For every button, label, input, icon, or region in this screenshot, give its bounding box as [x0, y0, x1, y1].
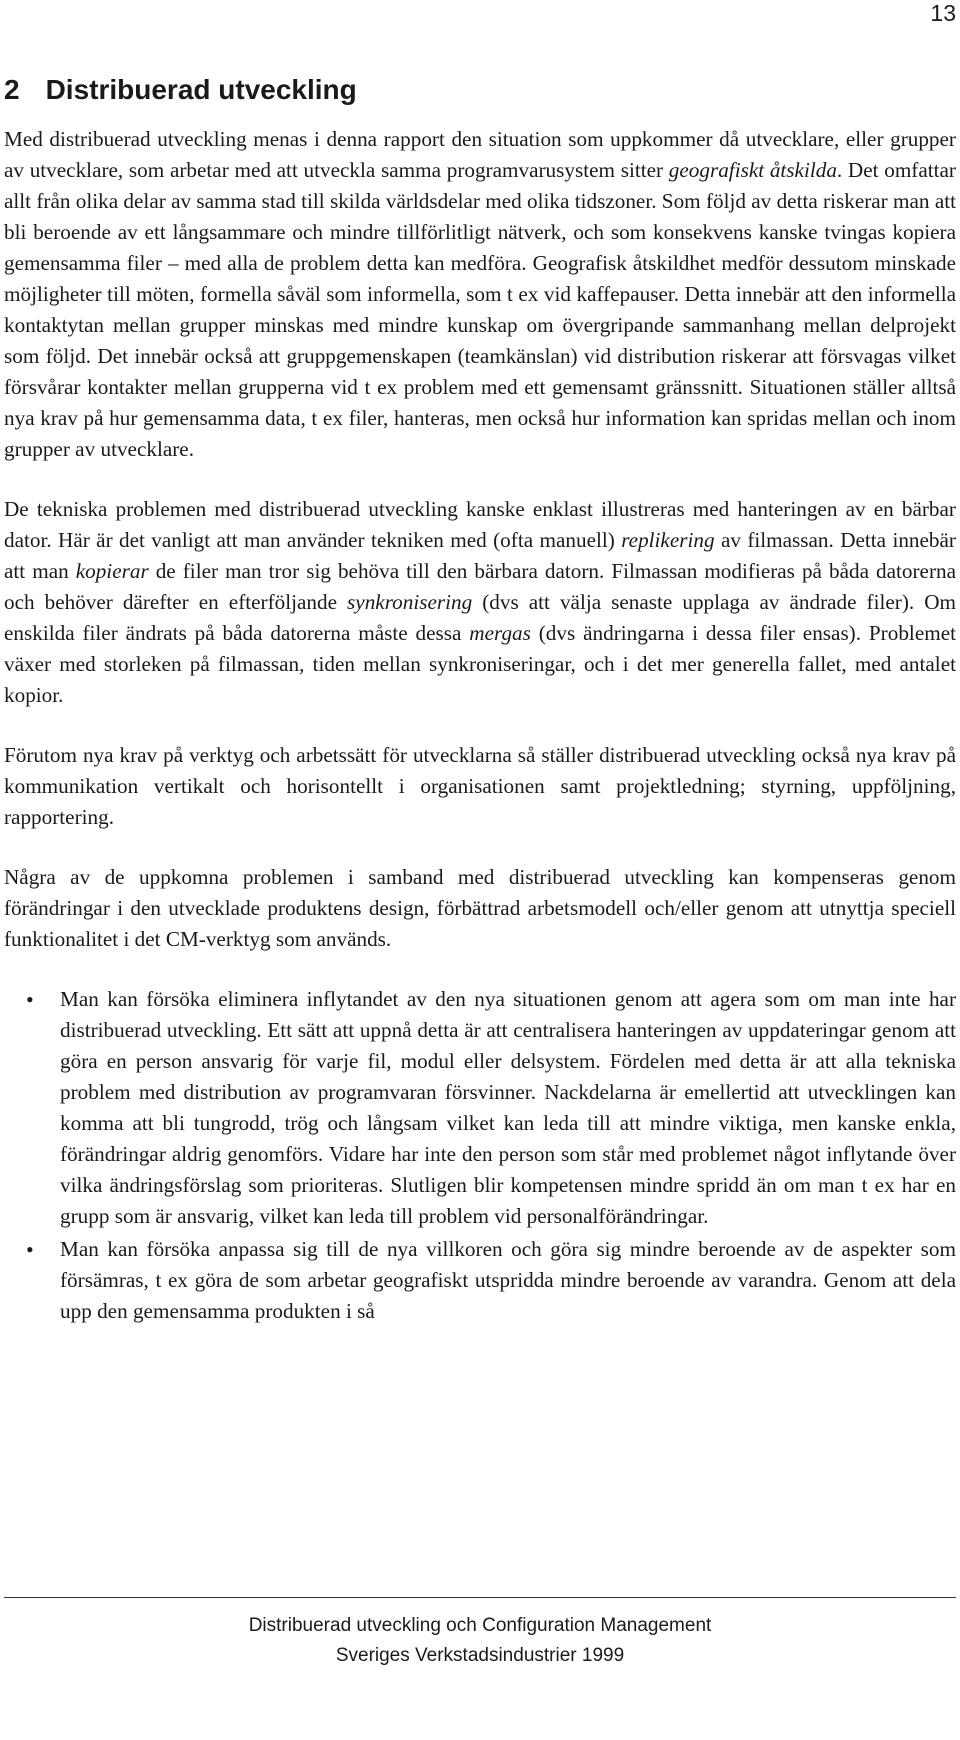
section-number: 2 [4, 74, 20, 105]
paragraph-text: . Det omfattar allt från olika delar av samma stad till skilda världsdelar med olika tidszoner. Som följd av detta riskerar man att bli beroende av ett långsammare och mindre tillförlitligt nätverk, och som konsekvens kanske tvingas kopiera gemensamma filer – med alla de problem detta kan medföra. Geografisk åtskildhet medför dessutom minskade möjligheter till möten, formella såväl som informella, som t ex vid kaffepauser. Detta innebär att den informella kontaktytan mellan grupper minskas med mindre kunskap om övergripande sammanhang mellan delprojekt som följd. Det innebär också att gruppgemenskapen (teamkänslan) vid distribution riskerar att försvagas vilket försvårar kontakter mellan grupperna vid t ex problem med ett gemensamt gränssnitt. Situationen ställer alltså nya krav på hur gemensamma data, t ex filer, hanteras, men också hur information kan spridas mellan och inom grupper av utvecklare. [4, 158, 956, 461]
paragraph [4, 862, 956, 955]
section-title: Distribuerad utveckling [45, 74, 357, 105]
paragraph-text: Några av de uppkomna problemen i samband med distribuerad utveckling kan kompenseras genom förändringar i den utvecklade produktens design, förbättrad arbetsmodell och/eller genom att utnyttja speciell funktionalitet i det CM-verktyg som används. [4, 865, 956, 951]
emphasized-term: mergas [469, 621, 531, 645]
document-body [4, 74, 956, 1329]
paragraph-text: De tekniska problemen med distribuerad utveckling kanske enklast illustreras med hanteringen av en bärbar dator. Här är det vanligt att man använder tekniken med (ofta manuell) [4, 497, 956, 552]
section-heading [4, 74, 956, 106]
paragraph-text: av filmassan. Detta innebär att man [4, 528, 956, 583]
emphasized-term: kopierar [75, 559, 149, 583]
paragraph-text: (dvs ändringarna i dessa filer ensas). Problemet växer med storleken på filmassan, tiden mellan synkroniseringar, och i det mer generella fallet, med antalet kopior. [4, 621, 956, 707]
bullet-text: Man kan försöka anpassa sig till de nya villkoren och göra sig mindre beroende av de aspekter som försämras, t ex göra de som arbetar geografiskt utspridda mindre beroende av varandra. Genom att dela upp den gemensamma produkten i så [60, 1237, 956, 1323]
bullet-list [4, 984, 956, 1327]
bullet-text: Man kan försöka eliminera inflytandet av den nya situationen genom att agera som om man inte har distribuerad utveckling. Ett sätt att uppnå detta är att centralisera hanteringen av uppdateringar genom att göra en person ansvarig för varje fil, modul eller delsystem. Fördelen med detta är att alla tekniska problem med distribution av programvaran försvinner. Nackdelarna är emellertid att utvecklingen kan komma att bli tungrodd, trög och långsam vilket kan leda till att mindre viktiga, men kanske enkla, förändringar aldrig genomförs. Vidare har inte den person som står med problemet något inflytande över vilka ändringsförslag som prioriteras. Slutligen blir kompetensen mindre spridd än om man t ex har en grupp som är ansvarig, vilket kan leda till problem vid personalförändringar. [60, 987, 956, 1228]
emphasized-term: geografiskt åtskilda [668, 158, 837, 182]
paragraph-text: de filer man tror sig behöva till den bärbara datorn. Filmassan modifieras på båda datorerna och behöver därefter en efterföljande [4, 559, 956, 614]
paragraph [4, 124, 956, 465]
bullet-item [4, 1234, 956, 1327]
bullet-item [4, 984, 956, 1232]
paragraph-text: (dvs att välja senaste upplaga av ändrade filer). Om enskilda filer ändrats på båda datorerna måste dessa [4, 590, 956, 645]
page-footer [0, 1611, 960, 1671]
emphasized-term: replikering [621, 528, 715, 552]
footer-divider [4, 1597, 956, 1598]
paragraph-text: Med distribuerad utveckling menas i denna rapport den situation som uppkommer då utvecklare, eller grupper av utvecklare, som arbetar med att utveckla samma programvarusystem sitter [4, 127, 956, 182]
paragraph-text: Förutom nya krav på verktyg och arbetssätt för utvecklarna så ställer distribuerad utveckling också nya krav på kommunikation vertikalt och horisontellt i organisationen samt projektledning; styrning, uppföljning, rapportering. [4, 743, 956, 829]
paragraph [4, 494, 956, 711]
bullet-icon: • [26, 1237, 34, 1262]
footer-publisher: Sveriges Verkstadsindustrier 1999 [335, 1645, 625, 1666]
bullet-icon: • [26, 987, 34, 1012]
footer-title: Distribuerad utveckling och Configuration Management [248, 1615, 712, 1636]
paragraph [4, 740, 956, 833]
emphasized-term: synkronisering [347, 590, 473, 614]
page-number: 13 [930, 0, 956, 26]
